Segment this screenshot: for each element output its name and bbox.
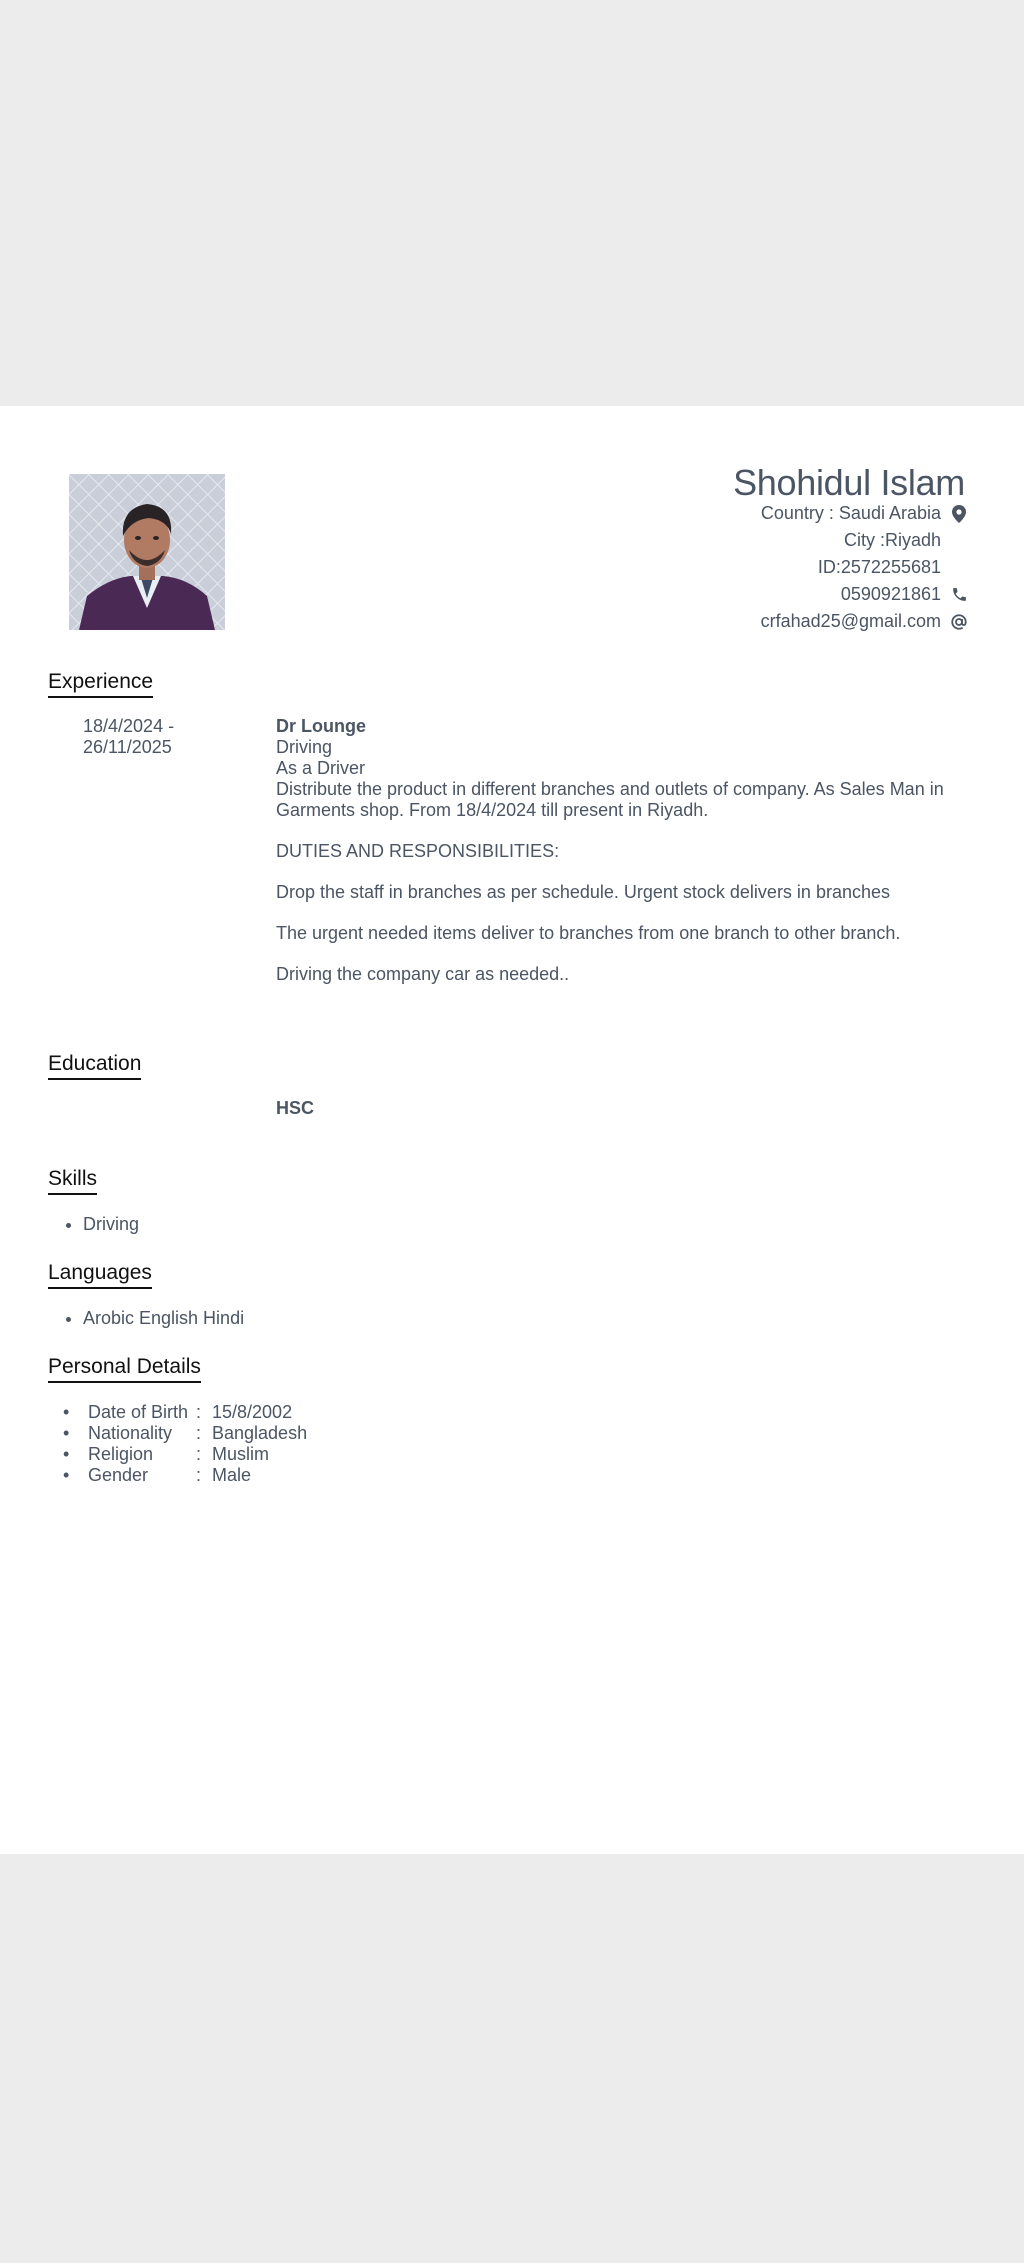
experience-field: Driving — [276, 737, 333, 757]
detail-value: Bangladesh — [212, 1423, 308, 1443]
experience-date-start: 18/4/2024 - — [83, 716, 175, 736]
personal-details-list — [48, 1402, 307, 1486]
at-sign-icon — [950, 613, 968, 631]
education-degree: HSC — [276, 1098, 315, 1118]
detail-row: • Nationality : Bangladesh — [63, 1423, 308, 1443]
profile-photo — [69, 474, 225, 630]
location-pin-icon — [950, 505, 968, 523]
experience-company: Dr Lounge — [276, 716, 366, 736]
experience-heading: Experience — [48, 670, 153, 698]
skills-list — [48, 1213, 139, 1235]
experience-details — [276, 716, 976, 985]
phone-text[interactable]: 0590921861 — [840, 584, 941, 604]
detail-label: Date of Birth — [88, 1402, 189, 1422]
contact-country — [568, 500, 968, 527]
experience-dates — [83, 716, 174, 758]
country-text: Country : Saudi Arabia — [760, 503, 941, 523]
resume-page — [0, 406, 1024, 1854]
contact-phone — [568, 581, 968, 608]
detail-value: Muslim — [212, 1444, 269, 1464]
detail-label: Nationality — [88, 1423, 173, 1443]
detail-row: • Religion : Muslim — [63, 1444, 269, 1464]
experience-date-end: 26/11/2025 — [83, 737, 172, 757]
id-text: ID:2572255681 — [817, 557, 941, 577]
city-text: City :Riyadh — [843, 530, 941, 550]
detail-row: • Gender : Male — [63, 1465, 252, 1485]
personal-details-heading: Personal Details — [48, 1355, 201, 1383]
experience-summary: Distribute the product in different branches and outlets of company. As Sales Man in Garments shop. From 18/4/2024 till present in Riyadh. — [276, 779, 944, 820]
list-item: • Driving — [83, 1213, 139, 1235]
duty-item: Drop the staff in branches as per schedule. Urgent stock delivers in branches — [276, 882, 890, 902]
languages-heading: Languages — [48, 1261, 152, 1289]
contact-block — [568, 500, 968, 635]
experience-role: As a Driver — [276, 758, 366, 778]
languages-list — [48, 1307, 244, 1329]
contact-id — [568, 554, 968, 581]
duty-item: The urgent needed items deliver to branches from one branch to other branch. — [276, 923, 901, 943]
duty-item: Driving the company car as needed.. — [276, 964, 570, 984]
duties-heading: DUTIES AND RESPONSIBILITIES: — [276, 841, 560, 861]
skills-heading: Skills — [48, 1167, 97, 1195]
detail-row: • Date of Birth : 15/8/2002 — [63, 1402, 293, 1422]
candidate-name: Shohidul Islam — [733, 462, 965, 503]
list-item: • Arobic English Hindi — [83, 1307, 244, 1329]
contact-email — [568, 608, 968, 635]
detail-value: 15/8/2002 — [212, 1402, 293, 1422]
detail-value: Male — [212, 1465, 252, 1485]
email-text[interactable]: crfahad25@gmail.com — [760, 611, 941, 631]
phone-icon — [950, 586, 968, 604]
contact-city — [568, 527, 968, 554]
education-heading: Education — [48, 1052, 141, 1080]
detail-label: Religion — [88, 1444, 154, 1464]
detail-label: Gender — [88, 1465, 149, 1485]
